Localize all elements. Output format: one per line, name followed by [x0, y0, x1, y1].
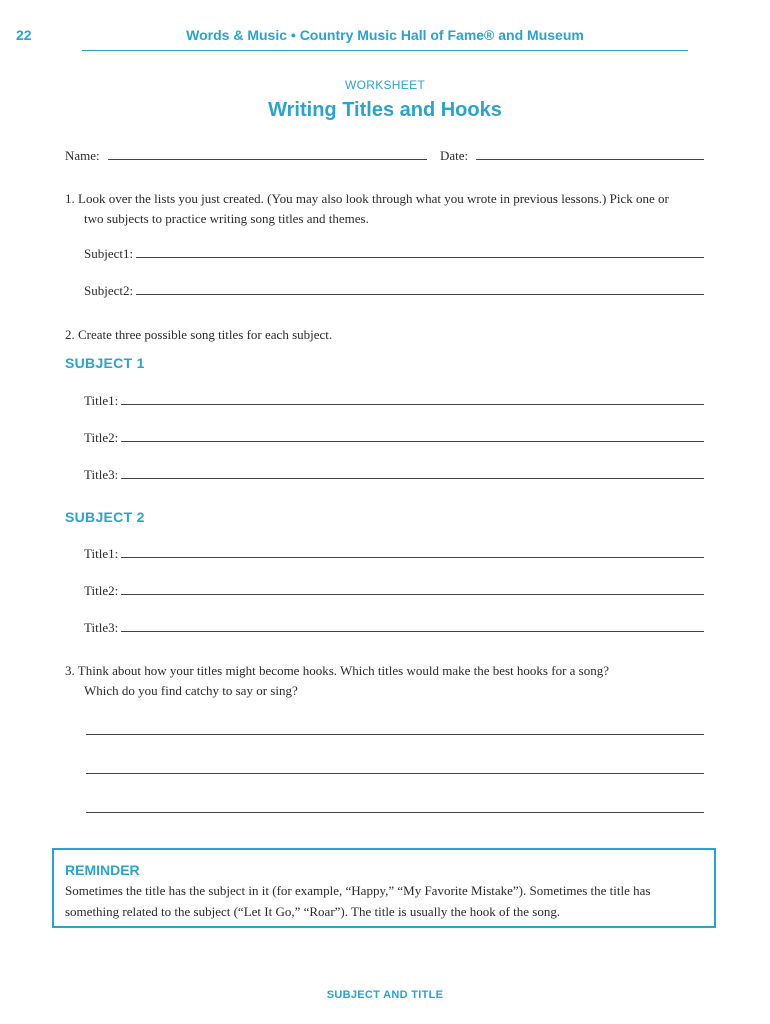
- answer-line[interactable]: [86, 773, 704, 774]
- title-label: Title2:: [84, 430, 119, 445]
- subject-1-heading: SUBJECT 1: [65, 355, 145, 371]
- answer-line[interactable]: [86, 734, 704, 735]
- subject-2-title-1-field[interactable]: [84, 546, 704, 562]
- question-1-line-1: 1. Look over the lists you just created. (You may also look through what you wrote in previous lessons.) Pick one or: [65, 191, 669, 206]
- name-label: Name:: [65, 148, 100, 163]
- subject-2-heading: SUBJECT 2: [65, 509, 145, 525]
- title-label: Title1:: [84, 393, 119, 408]
- subject-1-title-3-field[interactable]: [84, 467, 704, 483]
- subject-2-label: Subject2:: [84, 283, 134, 298]
- title-input-line[interactable]: [121, 583, 704, 595]
- date-input-line[interactable]: [476, 148, 704, 160]
- title-input-line[interactable]: [121, 393, 704, 405]
- worksheet-kicker: WORKSHEET: [344, 78, 426, 92]
- title-input-line[interactable]: [121, 620, 704, 632]
- reminder-text: Sometimes the title has the subject in it (for example, “Happy,” “My Favorite Mistake”). Sometimes the title has something related to the subject (“Let It Go,” “Roar”). The title is usually the hook of the song.: [65, 883, 651, 919]
- title-label: Title1:: [84, 546, 119, 561]
- name-field[interactable]: [65, 148, 427, 164]
- footer-label: SUBJECT AND TITLE: [326, 989, 444, 1001]
- page-number: 22: [16, 27, 32, 43]
- date-field[interactable]: [440, 148, 704, 164]
- subject-2-title-2-field[interactable]: [84, 583, 704, 599]
- title-label: Title2:: [84, 583, 119, 598]
- name-input-line[interactable]: [108, 148, 427, 160]
- subject-2-field[interactable]: [84, 283, 704, 299]
- subject-1-label: Subject1:: [84, 246, 134, 261]
- running-header: Words & Music • Country Music Hall of Fame® and Museum: [186, 27, 584, 43]
- reminder-heading: REMINDER: [65, 862, 140, 878]
- title-label: Title3:: [84, 620, 119, 635]
- title-input-line[interactable]: [121, 546, 704, 558]
- title-input-line[interactable]: [121, 430, 704, 442]
- title-input-line[interactable]: [121, 467, 704, 479]
- question-1-line-2: two subjects to practice writing song titles and themes.: [84, 211, 369, 226]
- header-divider: [82, 50, 688, 51]
- subject-1-field[interactable]: [84, 246, 704, 262]
- subject-2-title-3-field[interactable]: [84, 620, 704, 636]
- date-label: Date:: [440, 148, 469, 163]
- subject-2-input-line[interactable]: [136, 283, 704, 295]
- subject-1-title-2-field[interactable]: [84, 430, 704, 446]
- question-3-line-2: Which do you find catchy to say or sing?: [84, 683, 298, 698]
- answer-line[interactable]: [86, 812, 704, 813]
- title-label: Title3:: [84, 467, 119, 482]
- question-3-line-1: 3. Think about how your titles might become hooks. Which titles would make the best hooks for a song?: [65, 663, 609, 678]
- page-title: Writing Titles and Hooks: [268, 99, 502, 121]
- subject-1-title-1-field[interactable]: [84, 393, 704, 409]
- subject-1-input-line[interactable]: [136, 246, 704, 258]
- question-2: 2. Create three possible song titles for each subject.: [65, 327, 333, 342]
